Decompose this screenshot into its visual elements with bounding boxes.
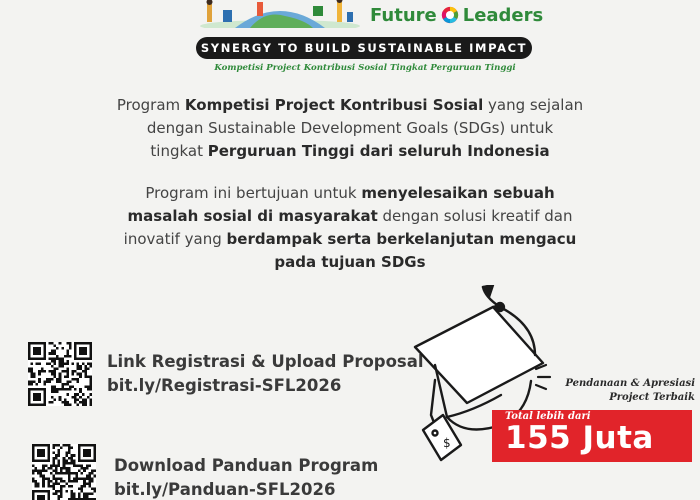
qr-code-guide[interactable] bbox=[32, 444, 96, 500]
intro-line-3 bbox=[60, 140, 640, 163]
text: yang sejalan bbox=[483, 96, 584, 114]
prize-label-line-1: Pendanaan & Apresiasi bbox=[565, 378, 695, 389]
subtitle: Kompetisi Project Kontribusi Sosial Tingkat Perguruan Tinggi bbox=[214, 63, 516, 73]
prize-label bbox=[540, 377, 695, 405]
text-bold: berdampak serta berkelanjutan mengacu bbox=[226, 230, 577, 248]
goal-line-4 bbox=[60, 251, 640, 274]
brand-title bbox=[370, 3, 543, 27]
people-illustration-icon bbox=[195, 0, 365, 28]
brand-word-future: Future bbox=[370, 4, 437, 26]
qr-code-registration[interactable] bbox=[28, 342, 92, 406]
text-bold: pada tujuan SDGs bbox=[274, 253, 426, 271]
registration-link-url[interactable]: bit.ly/Registrasi-SFL2026 bbox=[107, 376, 342, 395]
goal-line-3 bbox=[60, 228, 640, 251]
text: inovatif yang bbox=[123, 230, 227, 248]
intro-line-1 bbox=[60, 94, 640, 117]
sdg-wheel-icon bbox=[441, 6, 459, 24]
text: tingkat bbox=[150, 142, 208, 160]
text: Program ini bertujuan untuk bbox=[145, 184, 362, 202]
prize-prefix: Total lebih dari bbox=[505, 411, 591, 422]
brand-word-leaders: Leaders bbox=[462, 4, 544, 26]
goal-line-2 bbox=[60, 205, 640, 228]
text-bold: menyelesaikan sebuah bbox=[361, 184, 555, 202]
guide-link-title: Download Panduan Program bbox=[114, 456, 379, 475]
intro-paragraph bbox=[60, 94, 640, 163]
text-bold: masalah sosial di masyarakat bbox=[127, 207, 378, 225]
text-bold: Kompetisi Project Kontribusi Sosial bbox=[184, 96, 484, 114]
tagline-bar: SYNERGY TO BUILD SUSTAINABLE IMPACT bbox=[196, 37, 532, 59]
intro-line-2: dengan Sustainable Development Goals (SDGs) untuk bbox=[146, 119, 554, 137]
text-bold: Perguruan Tinggi dari seluruh Indonesia bbox=[207, 142, 550, 160]
prize-amount: 155 Juta bbox=[505, 420, 654, 456]
goal-paragraph bbox=[60, 182, 640, 274]
registration-link-title: Link Registrasi & Upload Proposal bbox=[107, 352, 424, 371]
prize-label-line-2: Project Terbaik bbox=[609, 392, 695, 403]
goal-line-1 bbox=[60, 182, 640, 205]
text: Program bbox=[116, 96, 185, 114]
price-tag-icon bbox=[423, 415, 461, 460]
guide-link-url[interactable]: bit.ly/Panduan-SFL2026 bbox=[114, 480, 336, 499]
text: dengan solusi kreatif dan bbox=[377, 207, 573, 225]
svg-text:$: $ bbox=[443, 436, 451, 450]
